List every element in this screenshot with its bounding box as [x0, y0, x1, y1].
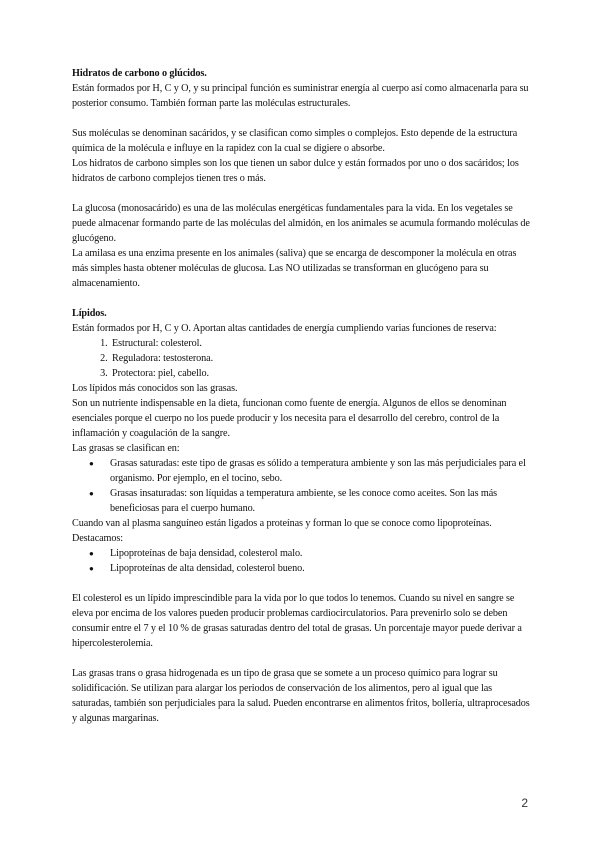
section-title-lipidos: Lípidos. [72, 308, 107, 319]
paragraph: La glucosa (monosacárido) es una de las moléculas energéticas fundamentales para la vida. En los vegetales se puede almacenar formando parte de las moléculas del almidón, en los animales se acumula formando moléculas de glucógeno. [72, 203, 530, 244]
paragraph: Sus moléculas se denominan sacáridos, y se clasifican como simples o complejos. Esto depende de la estructura química de la molécula e influye en la rapidez con la cual se digiere o absorbe. [72, 128, 518, 154]
paragraph: Son un nutriente indispensable en la dieta, funcionan como fuente de energía. Algunos de ellos se denominan esenciales porque el cuerpo no los puede producir y los necesita para el desarrollo del cerebro, control de la inflamación y coagulación de la sangre. [72, 398, 507, 439]
list-item: 1. Estructural: colesterol. [110, 336, 532, 351]
paragraph: El colesterol es un lípido imprescindible para la vida por lo que todos lo tenemos. Cuando su nivel en sangre se eleva por encima de los valores pueden producir problemas cardiocirculatorios. Para prevenirlo solo se deben consumir entre el 7 y el 10 % de grasas saturadas dentro del total de grasas. Un porcentaje mayor puede derivar a hipercolesterolemia. [72, 593, 522, 649]
document-body [72, 66, 532, 726]
list-item: ● Grasas saturadas: este tipo de grasas es sólido a temperatura ambiente y son las más perjudiciales para el organismo. Por ejemplo, en el tocino, sebo. [110, 456, 532, 486]
spacer [72, 111, 532, 126]
lipoproteins-list [72, 546, 532, 576]
paragraph: Las grasas trans o grasa hidrogenada es un tipo de grasa que se somete a un proceso químico para lograr su solidificación. Se utilizan para alargar los periodos de conservación de los alimentos, pero al igual que las saturadas, también son perjudiciales para la salud. Pueden encontrarse en alimentos fritos, bollería, ultraprocesados y algunas margarinas. [72, 668, 530, 724]
paragraph: Están formados por H, C y O. Aportan altas cantidades de energía cumpliendo varias funciones de reserva: [72, 323, 497, 334]
spacer [72, 186, 532, 201]
fat-types-list [72, 456, 532, 516]
functions-list [72, 336, 532, 381]
list-item: ● Grasas insaturadas: son líquidas a temperatura ambiente, se les conoce como aceites. Son las más beneficiosas para el cuerpo humano. [110, 486, 532, 516]
paragraph: La amilasa es una enzima presente en los animales (saliva) que se encarga de descomponer la molécula en otras más simples hasta obtener moléculas de glucosa. Las NO utilizadas se transforman en glucógeno para su almacenamiento. [72, 248, 517, 289]
page-number: 2 [521, 796, 528, 810]
paragraph: Están formados por H, C y O, y su principal función es suministrar energía al cuerpo así como almacenarla para su posterior consumo. También forman parte las moléculas estructurales. [72, 83, 529, 109]
spacer [72, 651, 532, 666]
list-item: ● Lipoproteínas de baja densidad, colesterol malo. [110, 546, 532, 561]
paragraph: Los hidratos de carbono simples son los que tienen un sabor dulce y están formados por uno o dos sacáridos; los hidratos de carbono complejos tienen tres o más. [72, 158, 519, 184]
paragraph: Cuando van al plasma sanguíneo están ligados a proteínas y forman lo que se conoce como lipoproteínas. Destacamos: [72, 518, 492, 544]
section-title-hidratos: Hidratos de carbono o glúcidos. [72, 68, 207, 79]
list-item: 2. Reguladora: testosterona. [110, 351, 532, 366]
paragraph: Los lípidos más conocidos son las grasas. [72, 383, 238, 394]
spacer [72, 291, 532, 306]
paragraph: Las grasas se clasifican en: [72, 443, 180, 454]
list-item: ● Lipoproteínas de alta densidad, colesterol bueno. [110, 561, 532, 576]
list-item: 3. Protectora: piel, cabello. [110, 366, 532, 381]
spacer [72, 576, 532, 591]
